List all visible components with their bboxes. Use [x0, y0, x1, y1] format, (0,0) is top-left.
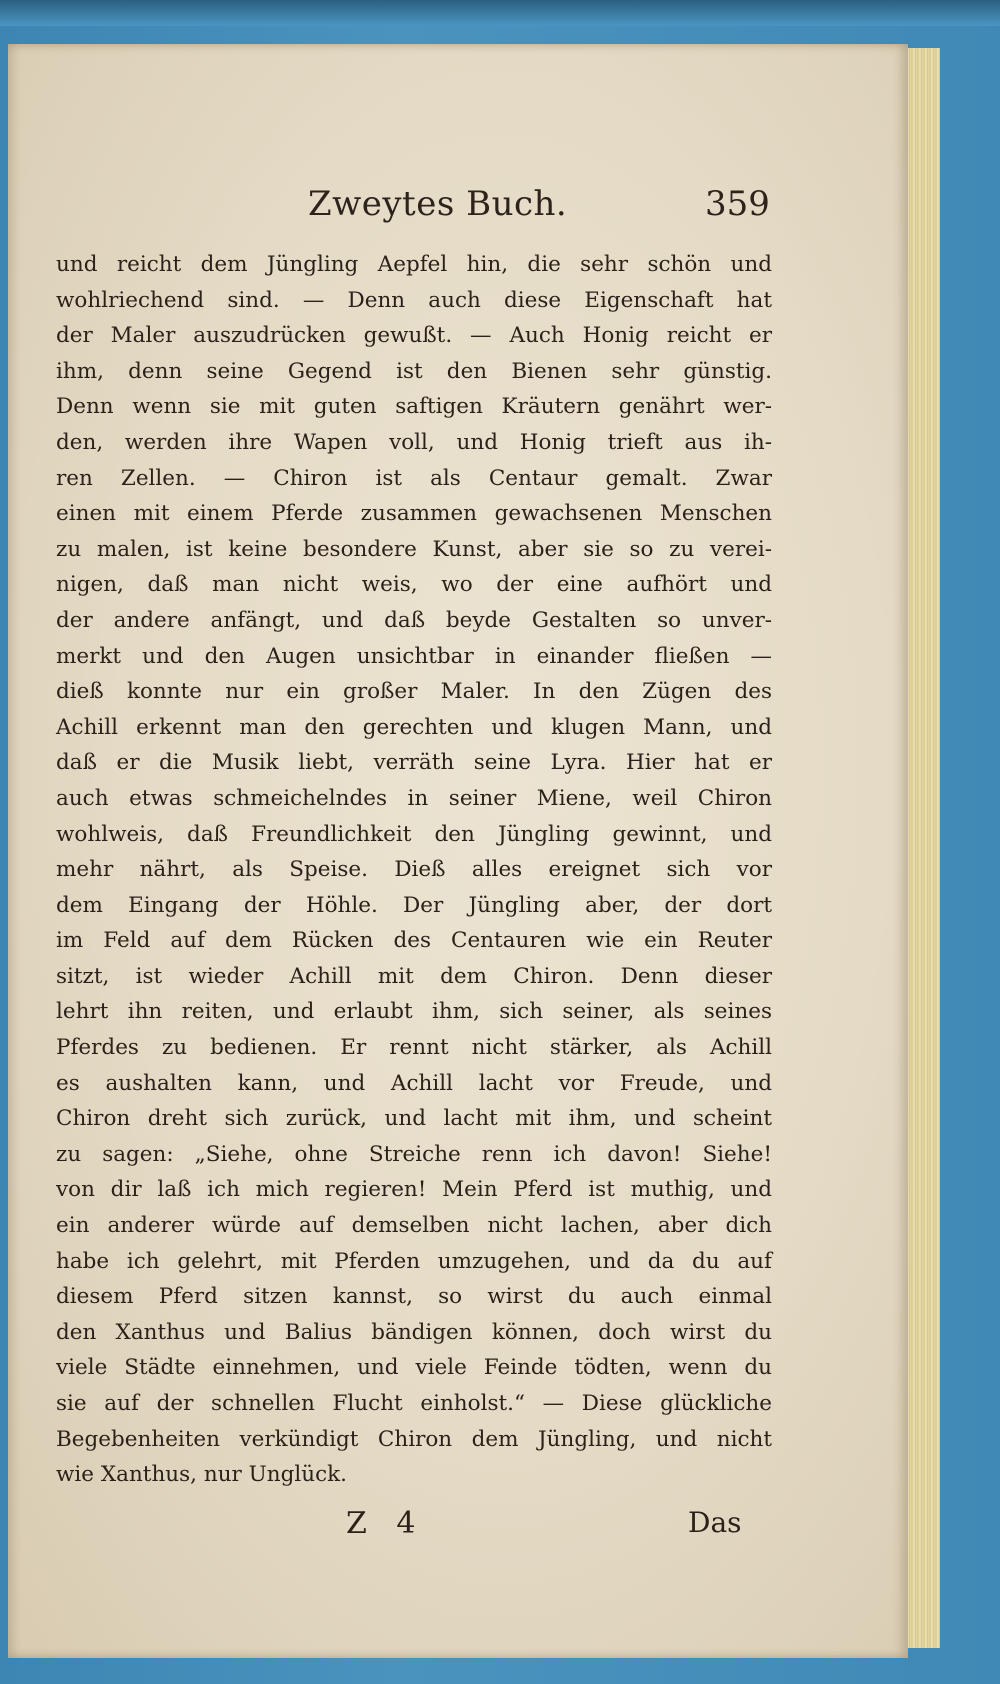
text-line: daß er die Musik liebt, verräth seine Lyra. Hier hat er	[56, 750, 772, 776]
text-line: es aushalten kann, und Achill lacht vor Freude, und	[56, 1070, 772, 1096]
text-line: Denn wenn sie mit guten saftigen Kräutern genährt wer-	[56, 394, 772, 420]
text-line: ren Zellen. — Chiron ist als Centaur gemalt. Zwar	[56, 465, 772, 491]
text-line: sie auf der schnellen Flucht einholst.“ — Diese glückliche	[56, 1391, 772, 1416]
page-number: 359	[705, 184, 770, 224]
text-line: Chiron dreht sich zurück, und lacht mit ihm, und scheint	[56, 1106, 772, 1132]
text-line: von dir laß ich mich regieren! Mein Pferd ist muthig, und	[56, 1177, 772, 1203]
text-line: mehr nährt, als Speise. Dieß alles ereignet sich vor	[56, 857, 772, 883]
signature-mark: Z 4	[346, 1506, 426, 1541]
text-line: im Feld auf dem Rücken des Centauren wie ein Reuter	[56, 928, 772, 954]
book-page	[8, 44, 908, 1658]
text-line: wohlriechend sind. — Denn auch diese Eigenschaft hat	[56, 287, 772, 313]
text-line: und reicht dem Jüngling Aepfel hin, die sehr schön und	[56, 252, 772, 277]
text-line: habe ich gelehrt, mit Pferden umzugehen, und da du auf	[56, 1248, 772, 1274]
text-line: der Maler auszudrücken gewußt. — Auch Honig reicht er	[56, 323, 772, 349]
text-line: Begebenheiten verkündigt Chiron dem Jüngling, und nicht	[56, 1426, 772, 1452]
text-line: dem Eingang der Höhle. Der Jüngling aber, der dort	[56, 892, 772, 918]
text-line: wie Xanthus, nur Unglück.	[56, 1462, 348, 1488]
text-line: diesem Pferd sitzen kannst, so wirst du auch einmal	[56, 1284, 772, 1310]
body-text	[56, 247, 772, 1493]
text-line: Pferdes zu bedienen. Er rennt nicht stärker, als Achill	[56, 1035, 772, 1061]
text-line: einen mit einem Pferde zusammen gewachsenen Menschen	[56, 501, 772, 527]
text-line: merkt und den Augen unsichtbar in einander fließen —	[56, 643, 772, 669]
catchword: Das	[688, 1506, 742, 1539]
page-header	[8, 184, 908, 234]
running-head: Zweytes Buch.	[308, 184, 568, 224]
text-line: zu malen, ist keine besondere Kunst, aber sie so zu verei-	[56, 536, 772, 562]
text-line: den Xanthus und Balius bändigen können, doch wirst du	[56, 1319, 772, 1345]
text-line: ein anderer würde auf demselben nicht lachen, aber dich	[56, 1213, 772, 1239]
text-line: ihm, denn seine Gegend ist den Bienen sehr günstig.	[56, 358, 772, 384]
text-line: nigen, daß man nicht weis, wo der eine aufhört und	[56, 572, 772, 598]
text-line: dieß konnte nur ein großer Maler. In den Zügen des	[56, 679, 772, 705]
text-line: sitzt, ist wieder Achill mit dem Chiron. Denn dieser	[56, 963, 772, 989]
text-line: Achill erkennt man den gerechten und klugen Mann, und	[56, 714, 772, 740]
text-line: zu sagen: „Siehe, ohne Streiche renn ich davon! Siehe!	[56, 1141, 772, 1167]
page-edges	[903, 48, 940, 1648]
text-line: der andere anfängt, und daß beyde Gestalten so unver-	[56, 607, 772, 633]
cover-top-edge	[0, 0, 1000, 26]
text-line: wohlweis, daß Freundlichkeit den Jüngling gewinnt, und	[56, 821, 772, 847]
text-line: lehrt ihn reiten, und erlaubt ihm, sich seiner, als seines	[56, 999, 772, 1025]
page-footer	[8, 1506, 908, 1556]
text-line: auch etwas schmeichelndes in seiner Miene, weil Chiron	[56, 785, 772, 811]
text-line: viele Städte einnehmen, und viele Feinde tödten, wenn du	[56, 1355, 772, 1381]
text-line: den, werden ihre Wapen voll, und Honig trieft aus ih-	[56, 429, 772, 455]
